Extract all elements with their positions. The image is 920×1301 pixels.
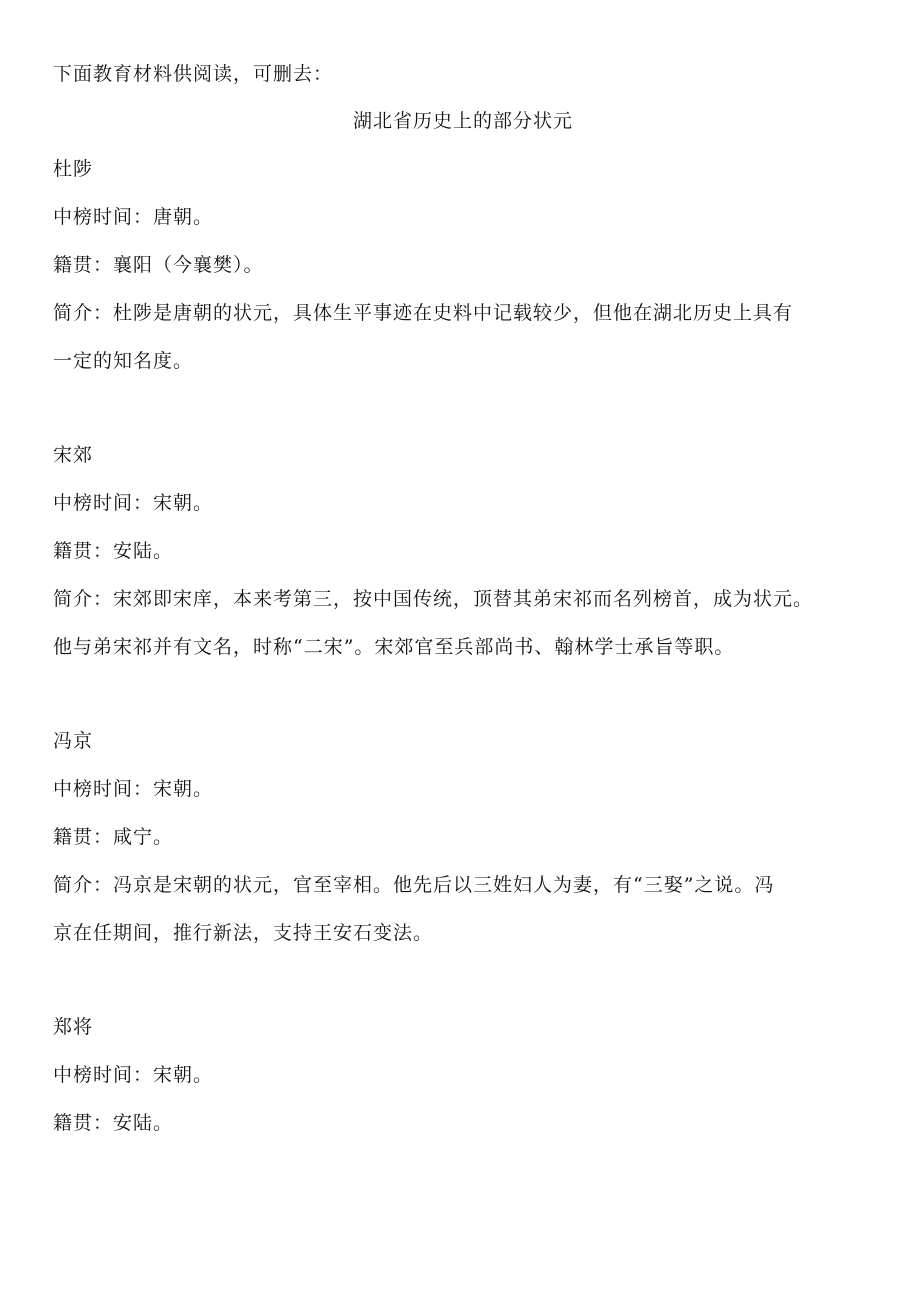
summary-line: 一定的知名度。 <box>53 350 194 372</box>
section-gap <box>53 683 873 729</box>
entry-time: 中榜时间：唐朝。 <box>53 206 214 228</box>
summary-line: 简介：宋郊即宋庠，本来考第三，按中国传统，顶替其弟宋祁而名列榜首，成为状元。 <box>53 588 814 610</box>
entry-summary <box>53 301 873 373</box>
summary-line: 京在任期间，推行新法，支持王安石变法。 <box>53 922 434 944</box>
entry-origin: 籍贯：咸宁。 <box>53 826 174 848</box>
entry-name: 杜陟 <box>53 158 94 180</box>
summary-line: 简介：杜陟是唐朝的状元，具体生平事迹在史料中记载较少，但他在湖北历史上具有 <box>53 302 794 324</box>
document-page <box>53 62 873 1159</box>
entry-origin: 籍贯：安陆。 <box>53 1112 174 1134</box>
entry-summary <box>53 873 873 945</box>
entry-origin: 籍贯：襄阳（今襄樊）。 <box>53 254 264 276</box>
entry-time: 中榜时间：宋朝。 <box>53 1064 214 1086</box>
section-gap <box>53 969 873 1015</box>
entry-song-jiao <box>53 443 873 659</box>
section-gap <box>53 397 873 443</box>
entry-feng-jing <box>53 729 873 945</box>
intro-note: 下面教育材料供阅读，可删去： <box>53 63 334 85</box>
summary-line: 简介：冯京是宋朝的状元，官至宰相。他先后以三姓妇人为妻，有“三娶”之说。冯 <box>53 874 775 896</box>
entry-origin: 籍贯：安陆。 <box>53 540 174 562</box>
entry-name: 冯京 <box>53 730 94 752</box>
entry-name: 郑将 <box>53 1016 94 1038</box>
entry-zheng-jiang <box>53 1015 873 1135</box>
entry-time: 中榜时间：宋朝。 <box>53 492 214 514</box>
entry-du-zhi <box>53 157 873 373</box>
entry-name: 宋郊 <box>53 444 94 466</box>
entry-time: 中榜时间：宋朝。 <box>53 778 214 800</box>
entry-summary <box>53 587 873 659</box>
summary-line: 他与弟宋祁并有文名，时称“二宋”。宋郊官至兵部尚书、翰林学士承旨等职。 <box>53 636 735 658</box>
document-title: 湖北省历史上的部分状元 <box>352 110 573 132</box>
